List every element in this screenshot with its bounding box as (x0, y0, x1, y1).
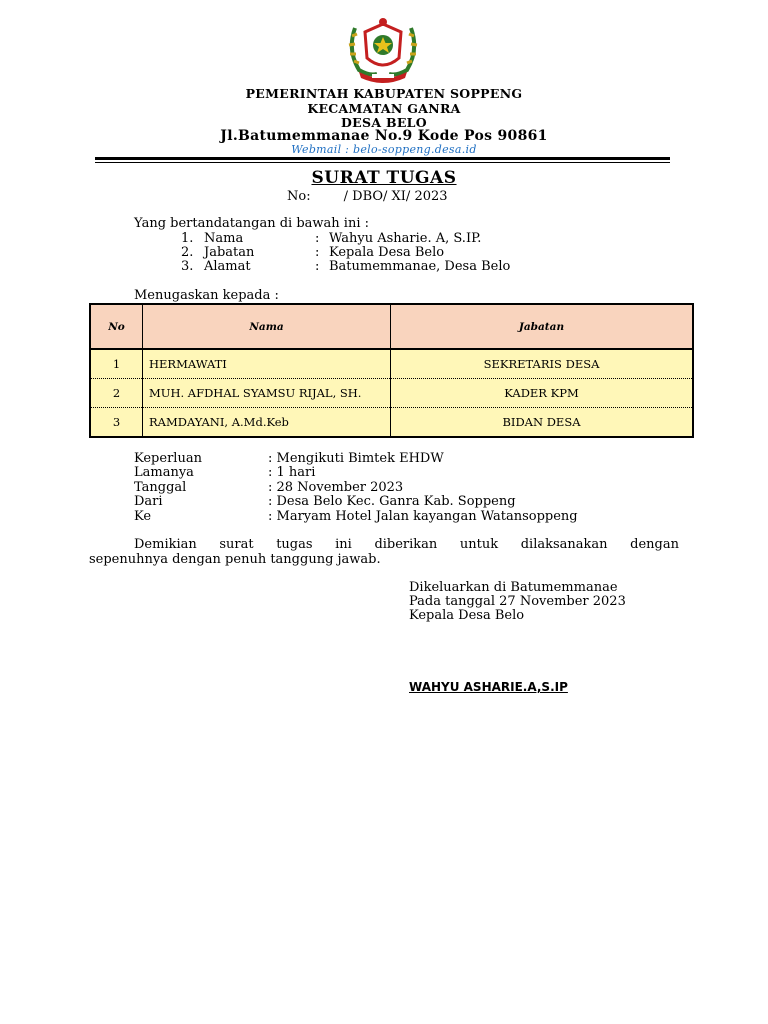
header-address: Jl.Batumemmanae No.9 Kode Pos 90861 (220, 128, 548, 144)
signer-value: Kepala Desa Belo (329, 245, 445, 260)
table-header-row (90, 304, 693, 349)
header-government: PEMERINTAH KABUPATEN SOPPENG (245, 86, 523, 101)
header-jabatan: Jabatan (391, 304, 694, 349)
letter-number: No: / DBO/ XI/ 2023 (287, 189, 448, 204)
header-district: KECAMATAN GANRA (307, 101, 461, 116)
cell-jabatan: SEKRETARIS DESA (391, 349, 694, 379)
cell-nama: RAMDAYANI, A.Md.Keb (143, 408, 391, 438)
cell-no: 1 (90, 349, 143, 379)
cell-jabatan: BIDAN DESA (391, 408, 694, 438)
signer-colon: : (315, 259, 320, 274)
intro-text: Yang bertandatangan di bawah ini : (134, 216, 369, 231)
table-row (90, 379, 693, 408)
header-rule-thick (95, 157, 670, 160)
header-village: DESA BELO (341, 115, 427, 130)
closing-line-1: Demikian surat tugas ini diberikan untuk dilaksanakan dengan (134, 537, 679, 552)
header-no: No (90, 304, 143, 349)
signer-num: 1. (181, 231, 194, 246)
detail-value: : 28 November 2023 (268, 480, 404, 495)
signer-value: Wahyu Asharie. A, S.IP. (329, 231, 482, 246)
signer-colon: : (315, 231, 320, 246)
assign-intro: Menugaskan kepada : (134, 288, 279, 303)
header-rule-thin (95, 162, 670, 163)
signer-position: Kepala Desa Belo (409, 608, 525, 623)
closing-line-2: sepenuhnya dengan penuh tanggung jawab. (89, 552, 381, 567)
table-row (90, 349, 693, 379)
cell-nama: HERMAWATI (143, 349, 391, 379)
issued-place: Dikeluarkan di Batumemmanae (409, 580, 618, 595)
signer-label: Alamat (204, 259, 251, 274)
detail-label: Keperluan (134, 451, 202, 466)
cell-nama: MUH. AFDHAL SYAMSU RIJAL, SH. (143, 379, 391, 408)
detail-label: Lamanya (134, 465, 194, 480)
cell-jabatan: KADER KPM (391, 379, 694, 408)
letter-title: SURAT TUGAS (311, 168, 457, 188)
signer-label: Jabatan (204, 245, 255, 260)
detail-value: : Desa Belo Kec. Ganra Kab. Soppeng (268, 494, 516, 509)
issued-date: Pada tanggal 27 November 2023 (409, 594, 626, 609)
signer-num: 3. (181, 259, 194, 274)
table-row (90, 408, 693, 438)
cell-no: 2 (90, 379, 143, 408)
detail-value: : 1 hari (268, 465, 316, 480)
regency-emblem-icon (345, 18, 421, 84)
header-webmail[interactable]: Webmail : belo-soppeng.desa.id (291, 143, 477, 156)
detail-label: Ke (134, 509, 152, 524)
detail-value: : Maryam Hotel Jalan kayangan Watansoppeng (268, 509, 578, 524)
header-nama: Nama (143, 304, 391, 349)
signer-colon: : (315, 245, 320, 260)
assignment-table (89, 303, 694, 438)
cell-no: 3 (90, 408, 143, 438)
signer-name: WAHYU ASHARIE.A,S.IP (409, 680, 568, 694)
signer-label: Nama (204, 231, 244, 246)
detail-label: Tanggal (134, 480, 187, 495)
detail-value: : Mengikuti Bimtek EHDW (268, 451, 444, 466)
signer-value: Batumemmanae, Desa Belo (329, 259, 511, 274)
detail-label: Dari (134, 494, 163, 509)
signer-num: 2. (181, 245, 194, 260)
